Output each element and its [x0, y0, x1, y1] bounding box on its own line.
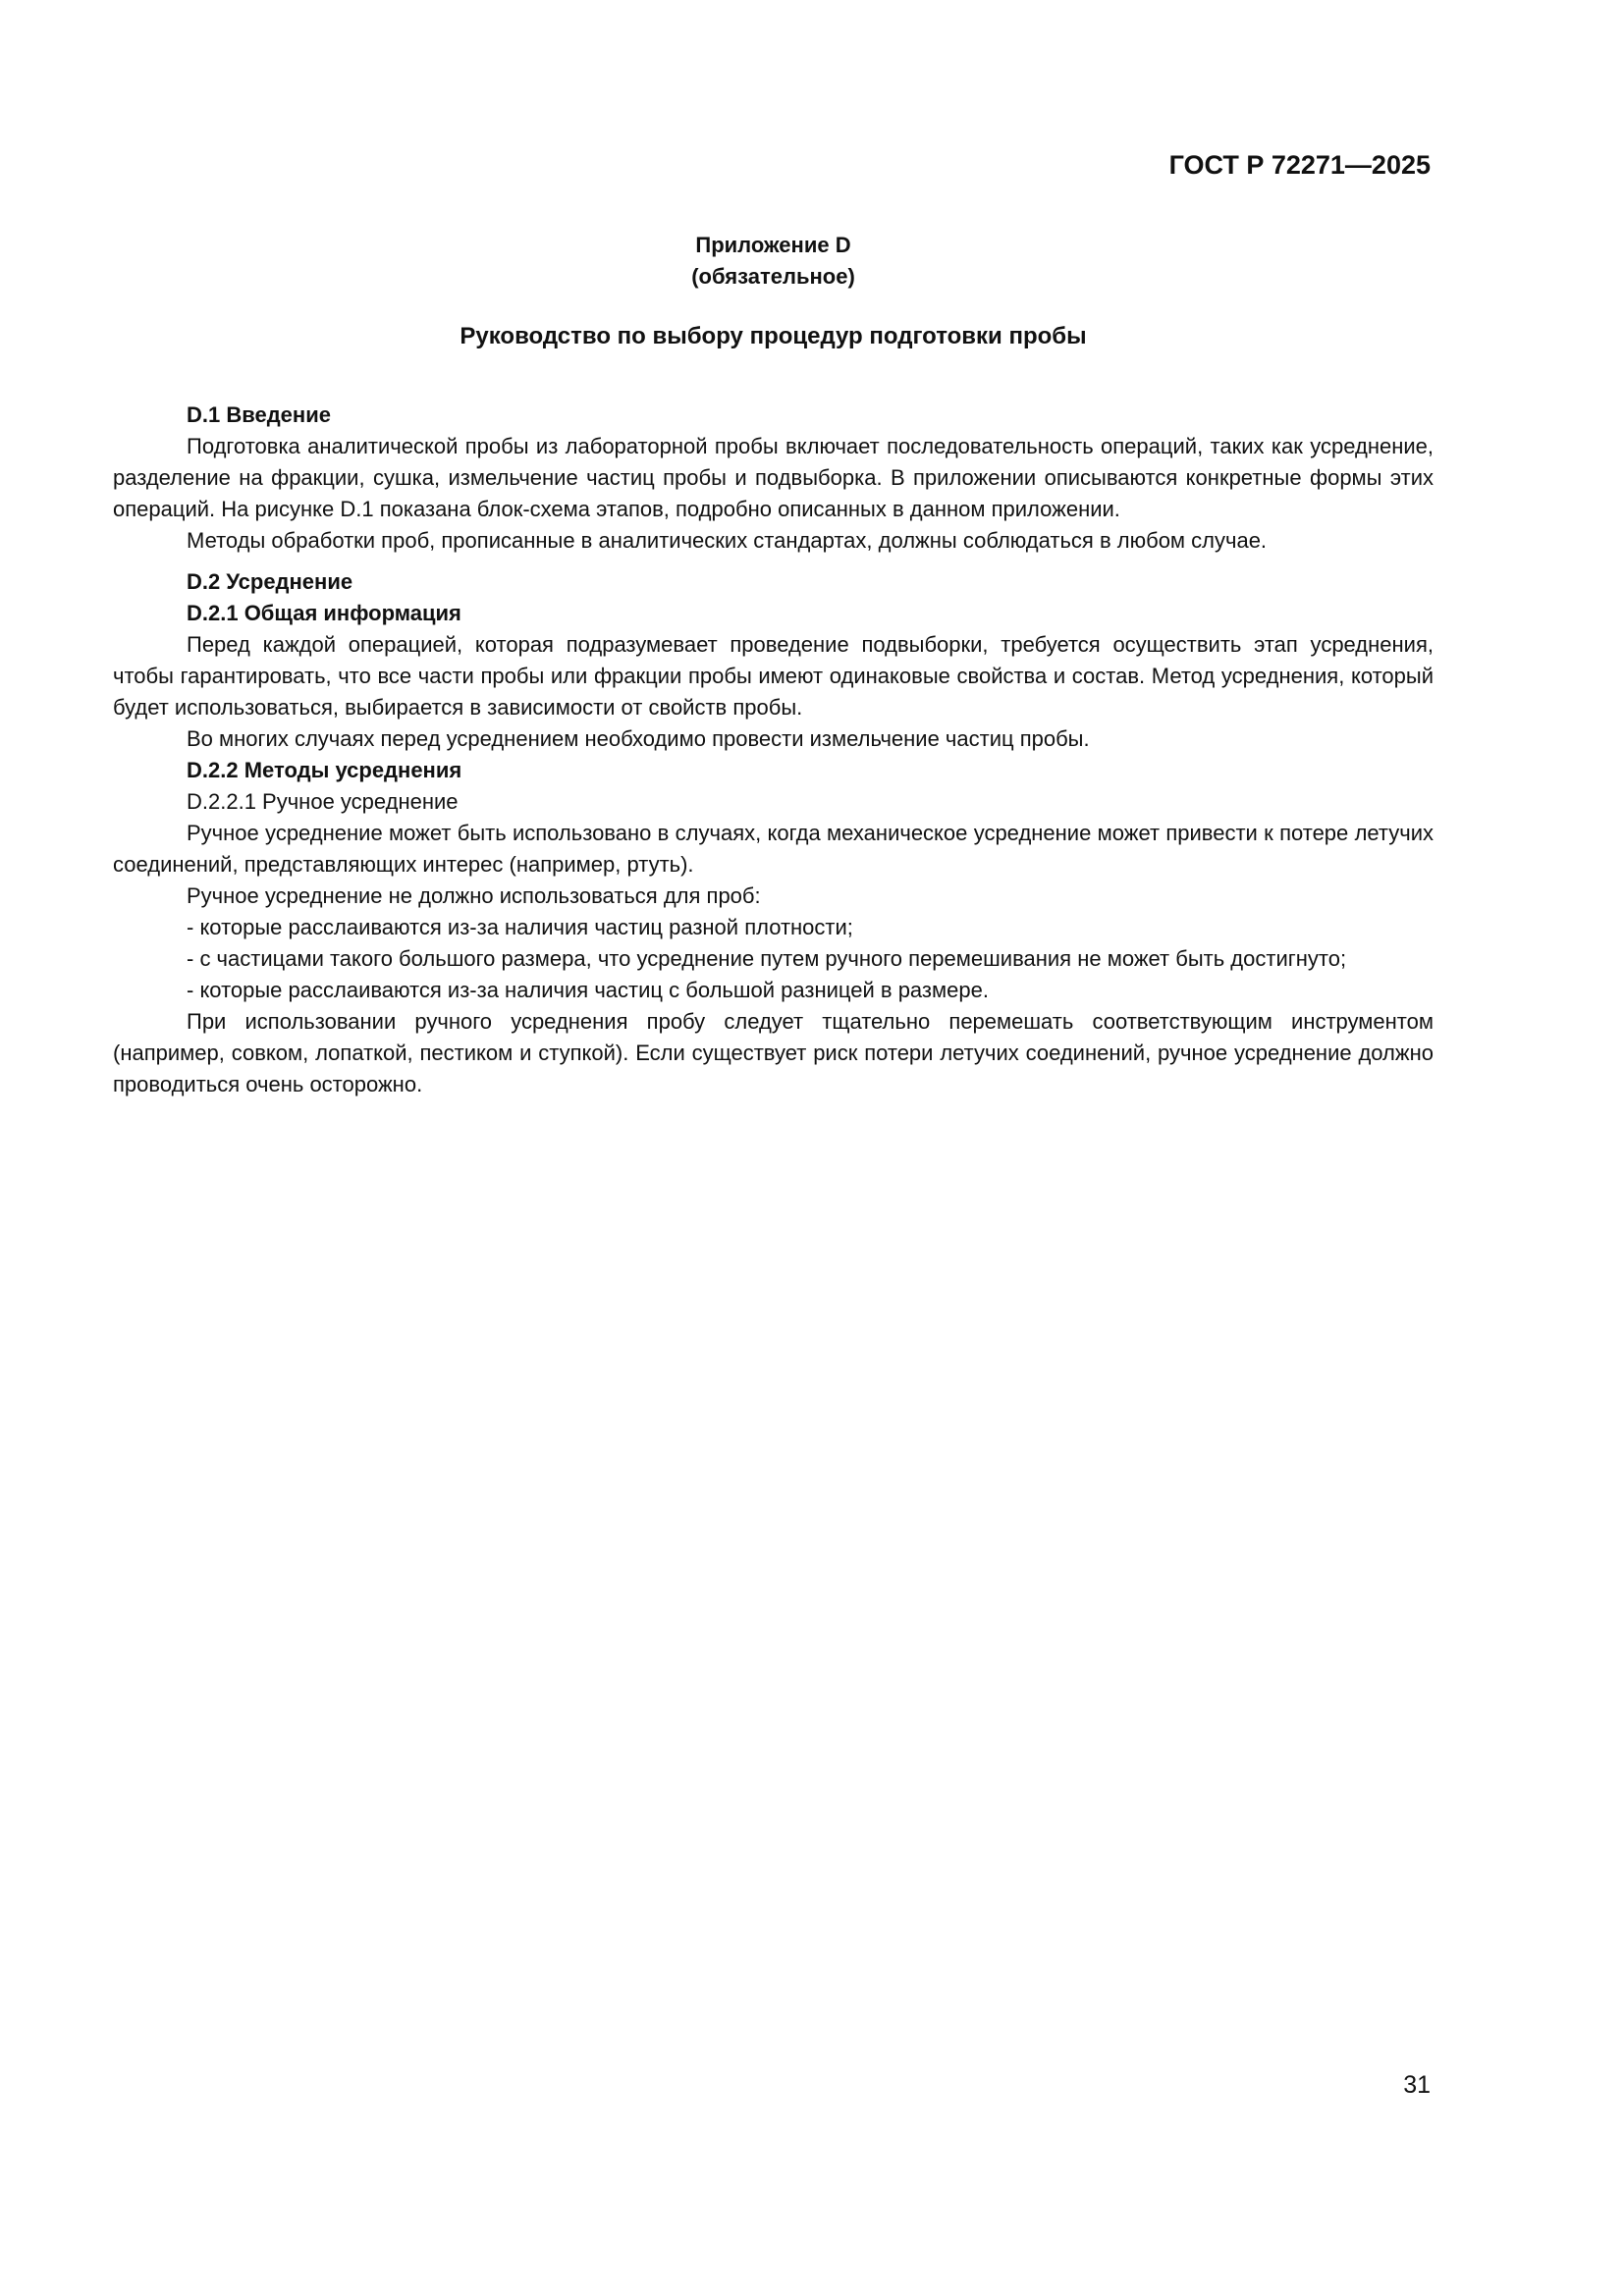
running-header-standard-number: ГОСТ Р 72271—2025: [1168, 150, 1431, 180]
section-heading-d2: D.2 Усреднение: [187, 569, 353, 594]
subclause-heading-d2-2-1: D.2.2.1 Ручное усреднение: [187, 789, 459, 814]
paragraph: При использовании ручного усреднения пробу следует тщательно перемешать соответствующим инструментом (например, совком, лопаткой, пестиком и ступкой). Если существует риск потери летучих соединений, ручное усреднение должно проводиться очень осторожно.: [113, 1009, 1434, 1096]
section-heading-d2-2: D.2.2 Методы усреднения: [187, 758, 462, 782]
paragraph: Методы обработки проб, прописанные в аналитических стандартах, должны соблюдаться в любом случае.: [187, 528, 1268, 553]
paragraph: Ручное усреднение не должно использоваться для проб:: [187, 883, 761, 908]
paragraph: Во многих случаях перед усреднением необходимо провести измельчение частиц пробы.: [187, 726, 1090, 751]
section-heading-d2-1: D.2.1 Общая информация: [187, 601, 461, 625]
list-item: - с частицами такого большого размера, что усреднение путем ручного перемешивания не может быть достигнуто;: [187, 946, 1347, 971]
list-item: - которые расслаиваются из-за наличия частиц разной плотности;: [187, 915, 853, 939]
paragraph: Перед каждой операцией, которая подразумевает проведение подвыборки, требуется осуществить этап усреднения, чтобы гарантировать, что все части пробы или фракции пробы имеют одинаковые свойства и состав. Метод усреднения, который будет использоваться, выбирается в зависимости от свойств пробы.: [113, 632, 1434, 720]
page-number: 31: [1403, 2071, 1431, 2099]
paragraph: Подготовка аналитической пробы из лабораторной пробы включает последовательность операций, таких как усреднение, разделение на фракции, сушка, измельчение частиц пробы и подвыборка. В приложении описываются конкретные формы этих операций. На рисунке D.1 показана блок-схема этапов, подробно описанных в данном приложении.: [113, 434, 1434, 521]
appendix-title: Руководство по выбору процедур подготовки пробы: [460, 323, 1087, 349]
list-item: - которые расслаиваются из-за наличия частиц с большой разницей в размере.: [187, 978, 989, 1002]
appendix-kind: (обязательное): [691, 264, 855, 289]
section-heading-d1: D.1 Введение: [187, 402, 331, 427]
page-content: [113, 230, 1434, 1100]
paragraph: Ручное усреднение может быть использовано в случаях, когда механическое усреднение может привести к потере летучих соединений, представляющих интерес (например, ртуть).: [113, 821, 1434, 877]
appendix-label: Приложение D: [695, 233, 851, 257]
